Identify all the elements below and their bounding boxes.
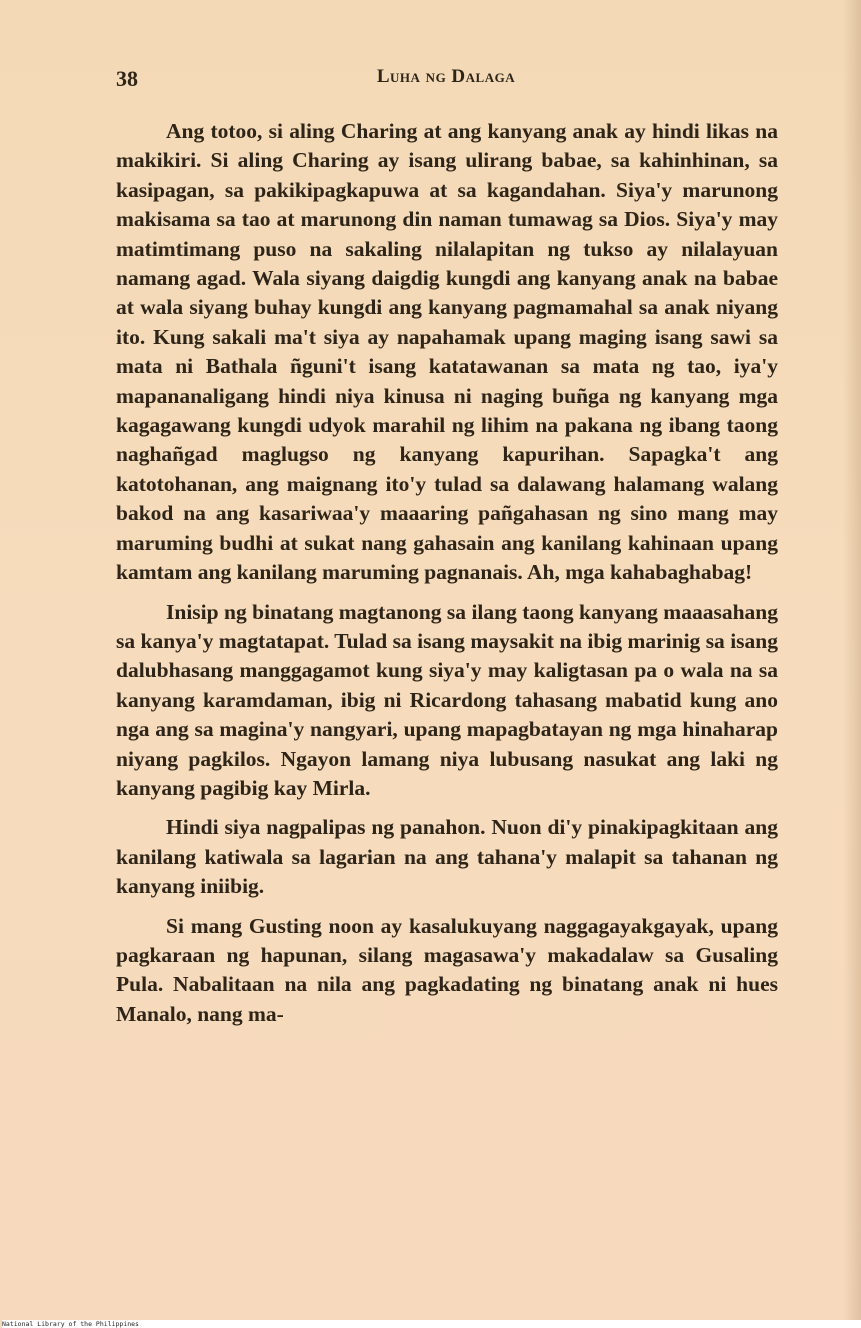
paragraph-1: Ang totoo, si aling Charing at ang kanyang anak ay hindi likas na makikiri. Si aling Charing ay isang ulirang babae, sa kahinhinan, sa kasipagan, sa pakikipagkapuwa at sa kagandahan. Siya'y marunong makisama sa tao at marunong din naman tumawag sa Dios. Siya'y may matimtimang puso na sakaling nilalapitan ng tukso ay nilalayuan namang agad. Wala siyang daigdig kungdi ang kanyang anak na babae at wala siyang buhay kungdi ang kanyang pagmamahal sa anak niyang ito. Kung sakali ma't siya ay napahamak upang maging isang sawi sa mata ni Bathala ñguni't isang katatawanan sa mata ng tao, iya'y mapananaligang hindi niya kinusa ni naging buñga ng kanyang mga kagagawang kungdi udyok marahil ng lihim na pakana ng ibang taong naghañgad maglugso ng kanyang kapurihan. Sapagka't ang katotohanan, ang maignang ito'y tulad sa dalawang halamang walang bakod na ang kasariwaa'y maaaring pañgahasan ng sino mang may maruming budhi at sukat nang gahasain ang kanilang kahinaan upang kamtam ang kanilang maruming pagnanais. Ah, mga kahabaghabag! bbox=[116, 119, 778, 585]
paragraph-2: Inisip ng binatang magtanong sa ilang taong kanyang maaasahang sa kanya'y magtatapat. Tulad sa isang maysakit na ibig marinig sa isang dalubhasang manggagamot kung siya'y may kaligtasan pa o wala na sa kanyang karamdaman, ibig ni Ricardong tahasang mabatid kung ano nga ang sa magina'y nangyari, upang mapagbatayan ng mga hinaharap niyang pagkilos. Ngayon lamang niya lubusang nasukat ang laki ng kanyang pagibig kay Mirla. bbox=[116, 599, 778, 800]
paragraph-3: Hindi siya nagpalipas ng panahon. Nuon di'y pinakipagkitaan ang kanilang katiwala sa lagarian na ang tahana'y malapit sa tahanan ng kanyang iniibig. bbox=[116, 815, 778, 899]
running-title: Luha ng Dalaga bbox=[376, 66, 516, 87]
body-text bbox=[116, 117, 778, 1029]
paragraph-4: Si mang Gusting noon ay kasalukuyang naggagayakgayak, upang pagkaraan ng hapunan, silang magasawa'y makadalaw sa Gusaling Pula. Nabalitaan na nila ang pagkadating ng binatang anak ni hues Manalo, nang ma- bbox=[116, 913, 778, 1026]
page-edge-shadow bbox=[843, 0, 861, 1320]
page-header bbox=[116, 66, 776, 96]
page-number: 38 bbox=[116, 66, 138, 91]
footer-credit: National Library of the Philippines bbox=[2, 1320, 861, 1328]
